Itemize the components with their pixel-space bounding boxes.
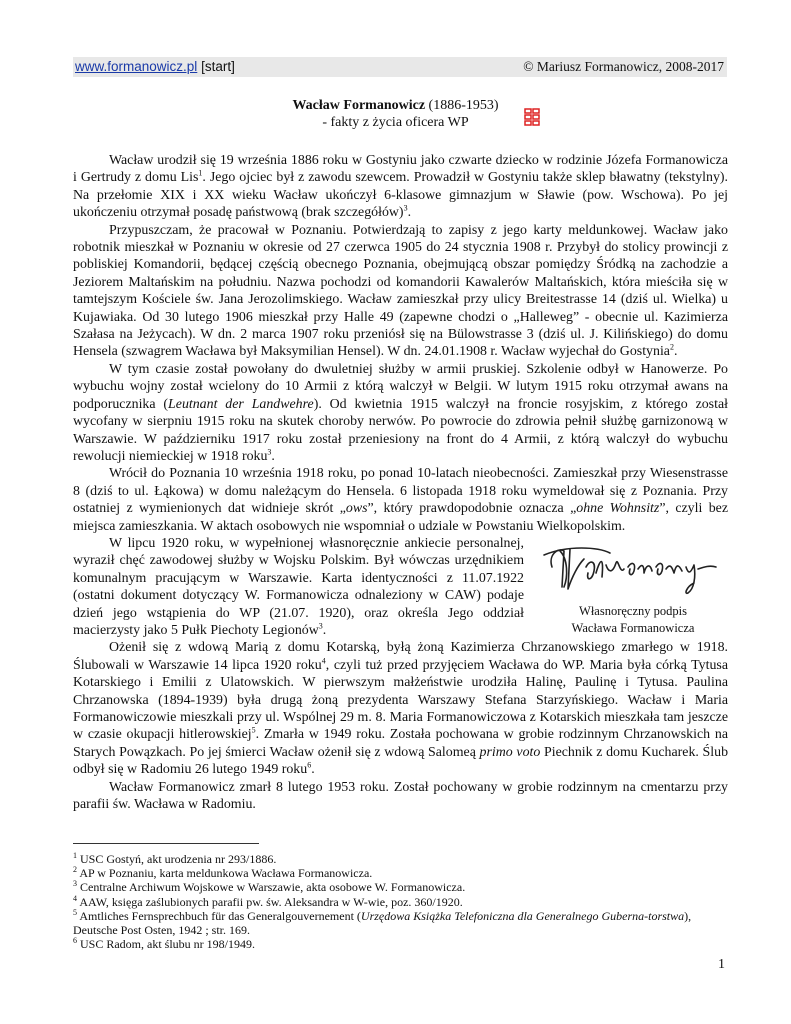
page-number: 1 (718, 957, 725, 972)
footnote-ref[interactable]: 6 (307, 760, 312, 770)
paragraph-7: Wacław Formanowicz zmarł 8 lutego 1953 roku. Został pochowany w grobie rodzinnym na cmentarzu przy parafii św. Wacława w Radomiu. (73, 779, 728, 813)
footnote-1: $^1$ USC Gostyń, akt urodzenia nr 293/1886. (73, 851, 277, 866)
signature-caption-2: Wacława Formanowicza (571, 620, 695, 635)
article-body (73, 152, 728, 813)
footnote-ref[interactable]: 4 (321, 656, 326, 666)
footnote-5: $^5$ Amtliches Fernsprechbuch für das Generalgouvernement (Urzędowa Książka Telefoniczna dla Generalnego Guberna-torstwa), Deutsche Post Osten, 1942 ; str. 169. (73, 907, 692, 938)
footnote-3: $^3$ Centralne Archiwum Wojskowe w Warszawie, akta osobowe W. Formanowicza. (73, 879, 466, 895)
signature-figure (538, 537, 728, 637)
footnote-ref[interactable]: 3 (267, 447, 272, 457)
paragraph-3: W tym czasie został powołany do dwuletniej służby w armii pruskiej. Szkolenie odbył w Hanowerze. Po wybuchu wojny został wcielony do 10 Armii z którą walczył w Belgii. W lutym 1915 roku otrzymał awans na podporucznika (Leutnant der Landwehre). Od kwietnia 1915 walczył na froncie rosyjskim, z którego został wycofany w sierpniu 1915 roku na skutek choroby nerwów. Po powrocie do zdrowia pełnił służbę garnizonową w Warszawie. W październiku 1917 roku został przeniesiony na front do 4 Armii, z którą walczył do wybuchu rewolucji niemieckiej w 1918 roku$^3$. (73, 361, 728, 464)
page-header (73, 57, 727, 77)
footnote-6: $^6$ USC Radom, akt ślubu nr 198/1949. (73, 936, 256, 952)
footnote-divider (73, 843, 259, 844)
header-links (75, 59, 235, 74)
paragraph-2: Przypuszczam, że pracował w Poznaniu. Potwierdzają to zapisy z jego karty meldunkowej. Wacław jako robotnik mieszkał w Poznaniu w okresie od 27 czerwca 1905 do 24 stycznia 1908 r. Przybył do stolicy prowincji z pobliskiej Komandorii, będącej częścią obecnego Poznania, obejmującą obszar pomiędzy Śródką na zachodzie a Jeziorem Maltańskim na południu. Nazwa pochodzi od komandorii Kawalerów Maltańskich, która mieściła się w tamtejszym Kościele św. Jana Jerozolimskiego. Wacław zamieszkał przy ulicy Breitestrasse 14 (dziś ul. Wielka) u Kujawiaka. Od 30 lutego 1906 mieszkał przy Halle 49 (zapewne chodzi o „Halleweg” - obecnie ul. Kazimierza Szałasa na Jeżycach). W dn. 2 marca 1907 roku przeniósł się na Bülowstrasse 3 (dziś ul. J. Kilińskiego) do domu Hensela (szwagrem Wacława był Maksymilian Hensel). W dn. 24.01.1908 r. Wacław wyjechał do Gostynia$^2$. (73, 222, 728, 360)
signature-image (538, 537, 728, 599)
copyright: © Mariusz Formanowicz, 2008-2017 (523, 59, 724, 74)
footnote-2: $^2$ AP w Poznaniu, karta meldunkowa Wacława Formanowicza. (73, 865, 373, 881)
footnotes (73, 852, 728, 951)
paragraph-6: Ożenił się z wdową Marią z domu Kotarską, byłą żoną Kazimierza Chrzanowskiego zmarłego w 1918. Ślubowali w Warszawie 14 lipca 1920 roku$^4$, czyli tuż przed przyjęciem Wacława do WP. Maria była córką Tytusa Kotarskiego i Emilii z Ulatowskich. W pierwszym małżeństwie urodziła Halinę, Paulinę i Tytusa. Paulina Chrzanowska (1894-1939) była drugą żoną prezydenta Warszawy Stefana Starzyńskiego. Wacław i Maria Formanowiczowie mieszkali przy ul. Wspólnej 29 m. 8. Maria Formanowiczowa z Kotarskich mieszkała tam jeszcze w czasie okupacji hitlerowskiej$^5$. Zmarła w 1949 roku. Została pochowana w grobie rodzinnym Chrzanowskich na Starych Powązkach. Po jej śmierci Wacław ożenił się z wdową Salomeą primo voto Piechnik z domu Kucharek. Ślub odbył się w Radomiu 26 lutego 1949 roku$^6$. (73, 640, 729, 778)
paragraph-5: W lipcu 1920 roku, w wypełnionej własnoręcznie ankiecie personalnej, wyraził chęć zawodowej służby w Wojsku Polskim. Był wówczas urzędnikiem komunalnym pracującym w Warszawie. Karta identyczności z 11.07.1922 (ostatni dokument dotyczący W. Formanowicza odnaleziony w CAW) podaje dzień jego wstąpienia do WP (21.07. 1920), oraz określa Jego oddział macierzysty jako 5 Pułk Piechoty Legionów$^3$. (73, 535, 524, 638)
title-name: Wacław Formanowicz (292, 98, 426, 113)
footnote-ref[interactable]: 3 (403, 203, 408, 213)
site-link[interactable]: www.formanowicz.pl (75, 59, 198, 74)
footnote-ref[interactable]: 1 (198, 168, 203, 178)
start-link[interactable]: [start] (201, 59, 235, 74)
page-title (0, 98, 791, 114)
title-years: (1886-1953) (428, 98, 499, 113)
footnote-ref[interactable]: 5 (251, 725, 256, 735)
page-subtitle: - fakty z życia oficera WP (322, 115, 469, 130)
footnote-ref[interactable]: 2 (669, 342, 674, 352)
family-logo-icon (524, 108, 540, 126)
signature-caption-1: Własnoręczny podpis (579, 603, 687, 618)
paragraph-4: Wrócił do Poznania 10 września 1918 roku, po ponad 10-latach nieobecności. Zamieszkał przy Wiesenstrasse 8 (dziś to ul. Łąkowa) w domu należącym do Hensela. 6 listopada 1918 roku wymeldował się z Poznania. Przy ostatniej z wymienionych dat widnieje skrót „ows”, który prawdopodobnie oznacza „ohne Wohnsitz”, czyli bez miejsca zamieszkania. W aktach osobowych nie wspomniał o udziale w Powstaniu Wielkopolskim. (73, 466, 729, 534)
footnote-ref[interactable]: 3 (318, 621, 323, 631)
footnote-4: $^4$ AAW, księga zaślubionych parafii pw. św. Aleksandra w W-wie, poz. 360/1920. (73, 893, 463, 909)
paragraph-1: Wacław urodził się 19 września 1886 roku w Gostyniu jako czwarte dziecko w rodzinie Józefa Formanowicza i Gertrudy z domu Lis$^1$. Jego ojciec był z zawodu szewcem. Prowadził w Gostyniu także sklep bławatny (tekstylny). Na przełomie XIX i XX wieku Wacław ukończył 6-klasowe gimnazjum w Sławie (pow. Wschowa). Po jej ukończeniu otrzymał posadę państwową (brak szczegółów)$^3$. (73, 153, 729, 221)
